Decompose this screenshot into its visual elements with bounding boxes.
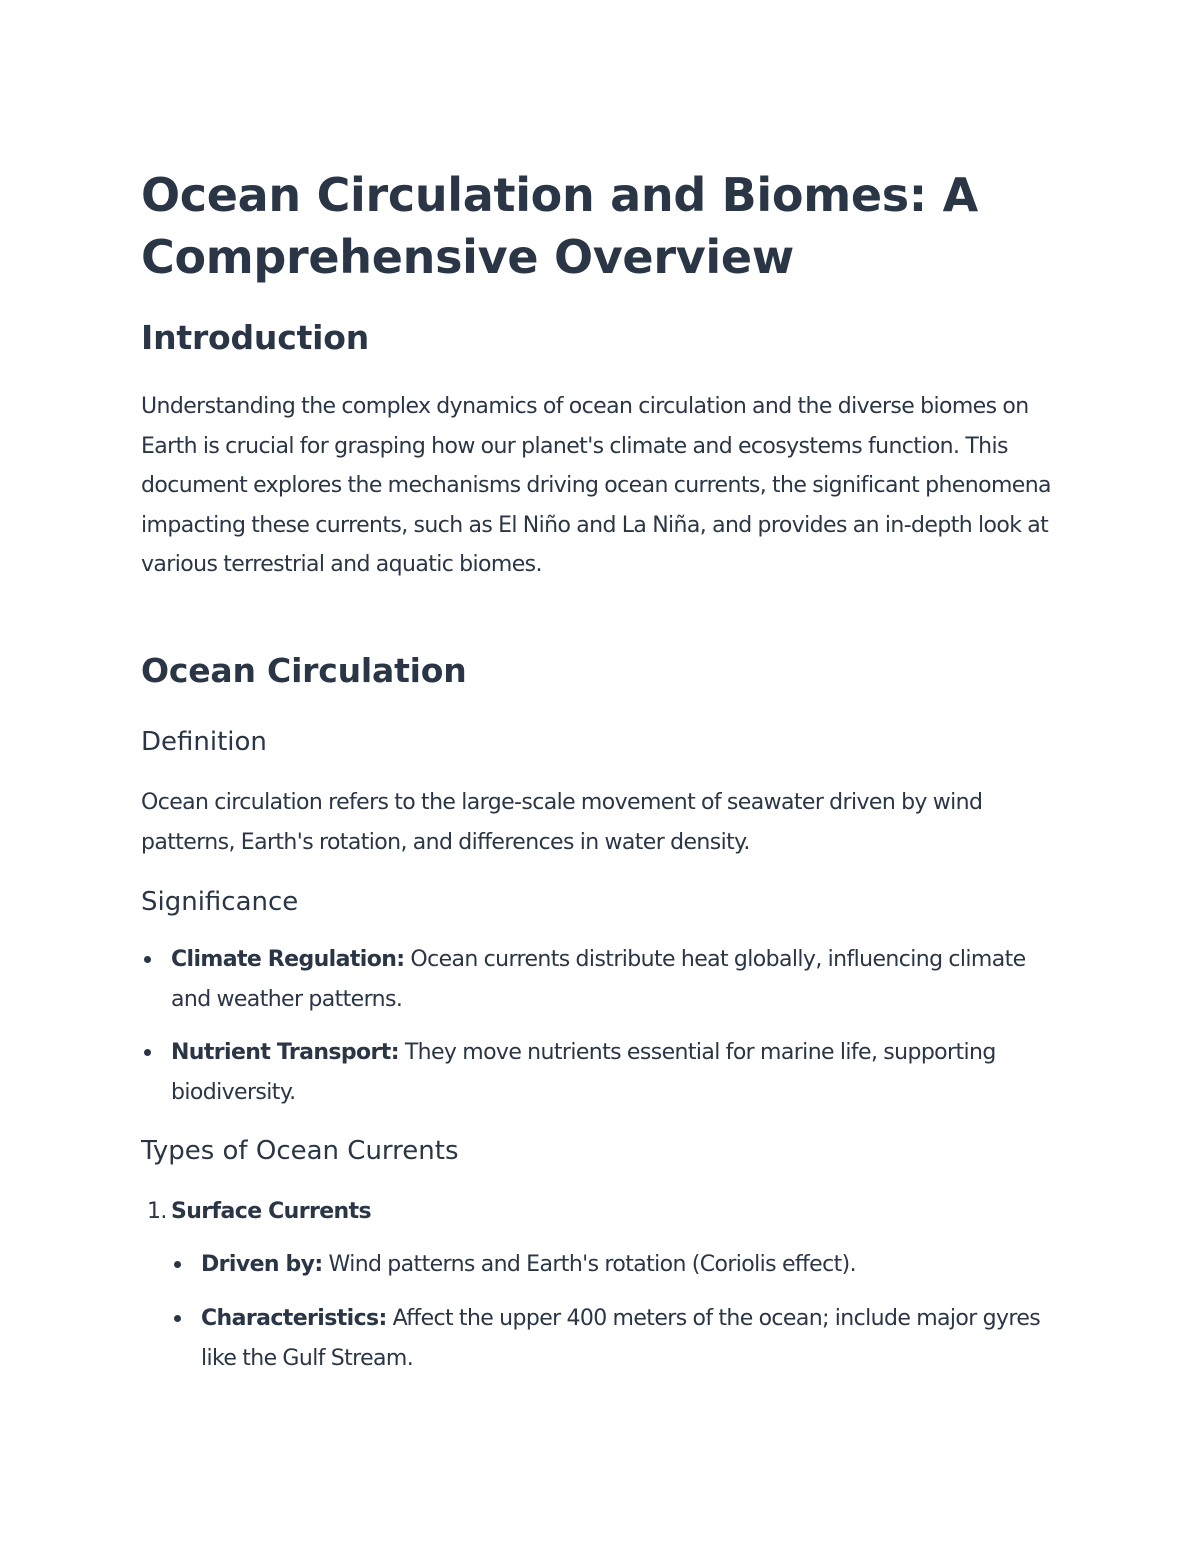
bullet-text: They move nutrients essential for marine life, supporting biodiversity. xyxy=(171,1040,996,1105)
definition-heading: Definition xyxy=(141,727,267,757)
types-heading: Types of Ocean Currents xyxy=(141,1136,459,1166)
bullet-label: Nutrient Transport: xyxy=(171,1040,399,1065)
surface-currents-driven-by xyxy=(201,1245,1061,1285)
bullet-dot xyxy=(174,1261,181,1268)
bullet-label: Characteristics: xyxy=(201,1306,387,1331)
bullet-dot xyxy=(144,1049,151,1056)
significance-item-climate-regulation xyxy=(171,940,1061,1019)
bullet-dot xyxy=(144,956,151,963)
list-item-label: Surface Currents xyxy=(171,1199,371,1224)
bullet-label: Driven by: xyxy=(201,1252,323,1277)
bullet-text: Wind patterns and Earth's rotation (Coriolis effect). xyxy=(322,1252,856,1277)
introduction-heading: Introduction xyxy=(141,318,370,357)
bullet-dot xyxy=(174,1315,181,1322)
significance-heading: Significance xyxy=(141,887,299,917)
bullet-text: Ocean currents distribute heat globally, influencing climate and weather patterns. xyxy=(171,947,1026,1012)
surface-currents-characteristics xyxy=(201,1299,1061,1378)
document-title: Ocean Circulation and Biomes: A Comprehensive Overview xyxy=(141,168,978,284)
introduction-paragraph: Understanding the complex dynamics of ocean circulation and the diverse biomes on Earth is crucial for grasping how our planet's climate and ecosystems function. This document explores the mechanisms driving ocean currents, the significant phenomena impacting these currents, such as El Niño and La Niña, and provides an in-depth look at various terrestrial and aquatic biomes. xyxy=(141,394,1051,578)
ordered-list-number: 1. xyxy=(147,1199,167,1224)
definition-paragraph: Ocean circulation refers to the large-scale movement of seawater driven by wind patterns, Earth's rotation, and differences in water density. xyxy=(141,790,983,855)
significance-item-nutrient-transport xyxy=(171,1033,1061,1112)
types-item-surface-currents xyxy=(171,1192,1061,1232)
bullet-label: Climate Regulation: xyxy=(171,947,405,972)
ocean-circulation-heading: Ocean Circulation xyxy=(141,651,467,690)
bullet-text: Affect the upper 400 meters of the ocean; include major gyres like the Gulf Stream. xyxy=(201,1306,1041,1371)
